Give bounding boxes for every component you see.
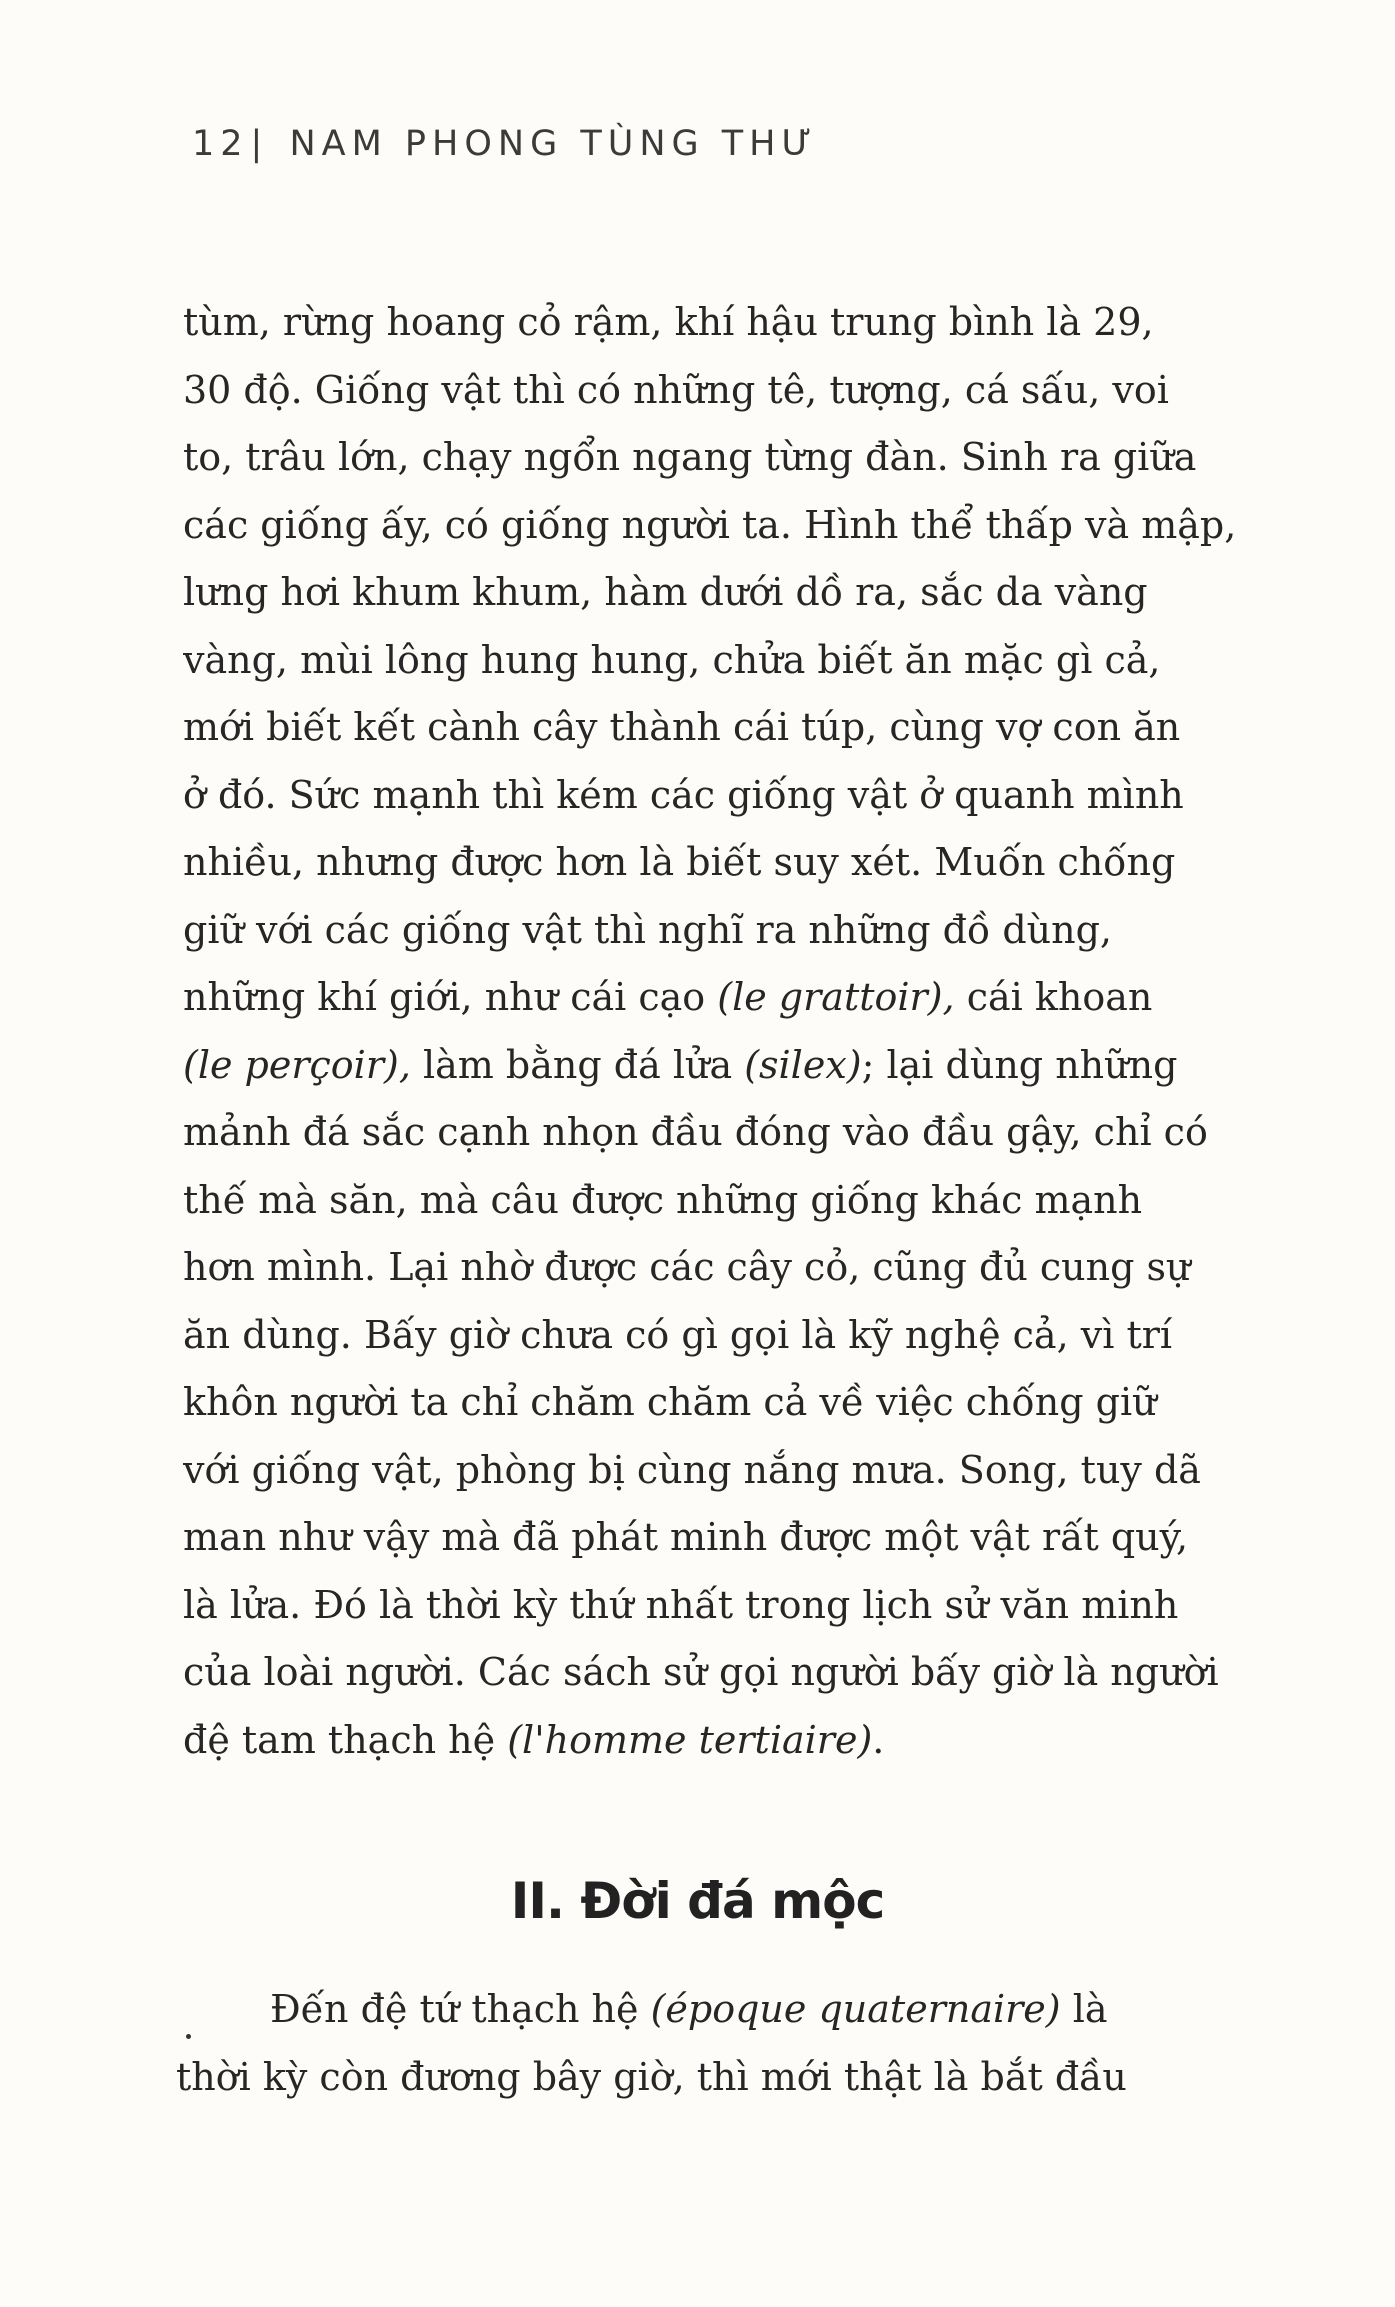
french-term: (le perçoir), bbox=[183, 1042, 411, 1087]
text-segment: cái khoan bbox=[954, 975, 1153, 1019]
book-title: NAM PHONG TÙNG THƯ bbox=[289, 124, 818, 164]
text-line: lưng hơi khum khum, hàm dưới dồ ra, sắc da vàng bbox=[183, 570, 1148, 614]
text-line: 30 độ. Giống vật thì có những tê, tượng, cá sấu, voi bbox=[183, 367, 1169, 412]
running-head bbox=[192, 124, 817, 164]
text-line: to, trâu lớn, chạy ngổn ngang từng đàn. Sinh ra giữa bbox=[183, 435, 1197, 479]
text-line: thời kỳ còn đương bây giờ, thì mới thật là bắt đầu bbox=[176, 2054, 1127, 2099]
header-separator: | bbox=[250, 124, 269, 164]
text-line: của loài người. Các sách sử gọi người bấy giờ là người bbox=[183, 1650, 1219, 1694]
text-line: mới biết kết cành cây thành cái túp, cùng vợ con ăn bbox=[183, 705, 1181, 749]
section-heading: II. Đời đá mộc bbox=[510, 1872, 885, 1930]
paragraph-2 bbox=[176, 1976, 1258, 2111]
text-line bbox=[183, 1032, 1258, 1100]
french-term: (époque quaternaire) bbox=[650, 1987, 1061, 2031]
text-line: thế mà săn, mà câu được những giống khác mạnh bbox=[183, 1177, 1143, 1222]
page-number: 12 bbox=[192, 124, 249, 164]
text-segment: ; lại dùng những bbox=[861, 1042, 1178, 1087]
text-line: man như vậy mà đã phát minh được một vật rất quý, bbox=[183, 1515, 1189, 1559]
text-line: ở đó. Sức mạnh thì kém các giống vật ở quanh mình bbox=[183, 772, 1184, 817]
text-line: giữ với các giống vật thì nghĩ ra những đồ dùng, bbox=[183, 907, 1112, 952]
text-line: với giống vật, phòng bị cùng nắng mưa. Song, tuy dã bbox=[183, 1447, 1201, 1492]
text-line: mảnh đá sắc cạnh nhọn đầu đóng vào đầu gậy, chỉ có bbox=[183, 1110, 1208, 1154]
text-segment: đệ tam thạch hệ bbox=[183, 1717, 508, 1762]
text-line: là lửa. Đó là thời kỳ thứ nhất trong lịch sử văn minh bbox=[183, 1582, 1179, 1627]
text-line: hơn mình. Lại nhờ được các cây cỏ, cũng đủ cung sự bbox=[183, 1245, 1191, 1289]
french-term: (l'homme tertiaire) bbox=[507, 1717, 873, 1762]
text-segment: những khí giới, như cái cạo bbox=[183, 975, 718, 1019]
text-line: ăn dùng. Bấy giờ chưa có gì gọi là kỹ nghệ cả, vì trí bbox=[183, 1312, 1173, 1357]
text-segment: . bbox=[872, 1717, 885, 1762]
text-line: nhiều, nhưng được hơn là biết suy xét. Muốn chống bbox=[183, 840, 1176, 884]
french-term: (silex) bbox=[744, 1042, 862, 1087]
text-line: vàng, mùi lông hung hung, chửa biết ăn mặc gì cả, bbox=[183, 637, 1161, 682]
paragraph-1 bbox=[183, 289, 1258, 1774]
text-line bbox=[183, 964, 1258, 1032]
text-segment: là bbox=[1060, 1987, 1108, 2031]
text-line: khôn người ta chỉ chăm chăm cả về việc chống giữ bbox=[183, 1380, 1157, 1424]
text-segment: Đến đệ tứ thạch hệ bbox=[270, 1987, 651, 2031]
text-line bbox=[183, 1707, 1258, 1775]
text-segment: làm bằng đá lửa bbox=[410, 1042, 745, 1087]
text-line bbox=[176, 1976, 1258, 2044]
french-term: (le grattoir), bbox=[717, 975, 955, 1019]
text-line: các giống ấy, có giống người ta. Hình thể thấp và mập, bbox=[183, 502, 1237, 547]
text-line: tùm, rừng hoang cỏ rậm, khí hậu trung bình là 29, bbox=[183, 300, 1154, 344]
